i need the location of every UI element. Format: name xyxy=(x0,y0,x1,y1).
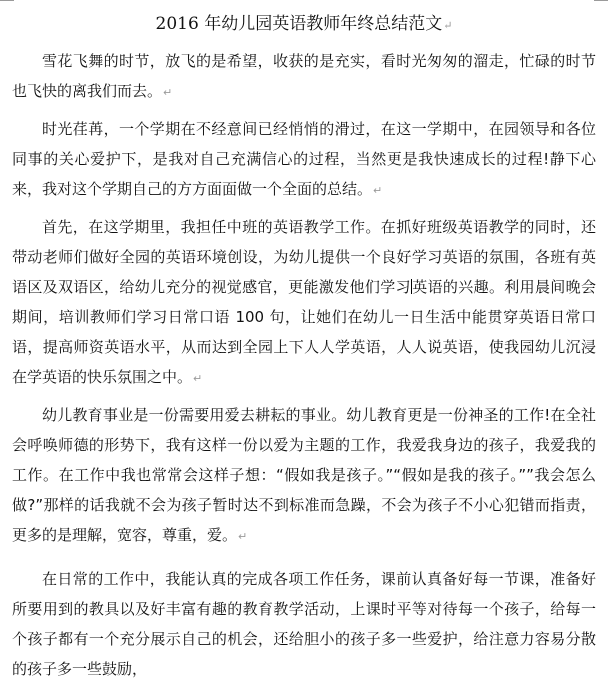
paragraph-4[interactable] xyxy=(12,400,596,552)
paragraph-1[interactable] xyxy=(12,46,596,108)
paragraph-text-before-cursor: 首先，在这学期里，我担任中班的英语教学工作。在抓好班级英语教学的同时，还带动老师们做好全园的英语环境创设，为幼儿提供一个良好学习英语的氛围，各班有英语区及双语区，给幼儿充分的视觉感官，更能激发他们学习 xyxy=(12,218,596,296)
document-title-text: 2016 年幼儿园英语教师年终总结范文 xyxy=(155,14,443,34)
paragraph-spacing xyxy=(12,552,596,564)
document-page xyxy=(12,0,596,684)
paragraph-mark-icon: ↵ xyxy=(238,530,248,543)
paragraph-mark-icon: ↵ xyxy=(373,184,383,197)
paragraph-2[interactable] xyxy=(12,114,596,206)
paragraph-mark-icon: ↵ xyxy=(443,19,453,32)
paragraph-3[interactable] xyxy=(12,212,596,394)
paragraph-text: 雪花飞舞的时节，放飞的是希望，收获的是充实，看时光匆匆的溜走，忙碌的时节也飞快的离我们而去。 xyxy=(12,52,596,100)
paragraph-5[interactable] xyxy=(12,564,596,684)
document-title[interactable] xyxy=(12,13,596,35)
paragraph-text: 时光荏苒，一个学期在不经意间已经悄悄的滑过，在这一学期中，在园领导和各位同事的关心爱护下，是我对自己充满信心的过程，当然更是我快速成长的过程!静下心来，我对这个学期自己的方方面面做一个全面的总结。 xyxy=(12,120,596,198)
paragraph-text: 在日常的工作中，我能认真的完成各项工作任务，课前认真备好每一节课，准备好所要用到的教具以及好丰富有趣的教育教学活动，上课时平等对待每一个孩子，给每一个孩子都有一个充分展示自己的机会，还给胆小的孩子多一些爱护，给注意力容易分散的孩子多一些鼓励， xyxy=(12,570,596,678)
paragraph-text-after-cursor: 英语的兴趣。利用晨间晚会期间，培训教师们学习日常口语 100 句，让她们在幼儿一日生活中能贯穿英语日常口语，提高师资英语水平，从而达到全园上下人人学英语，人人说英语，使我园幼儿沉浸在学英语的快乐氛围之中。 xyxy=(12,278,596,386)
paragraph-mark-icon: ↵ xyxy=(163,86,173,99)
crop-mark-top-right xyxy=(594,0,608,1)
paragraph-mark-icon: ↵ xyxy=(193,372,203,385)
paragraph-text: 幼儿教育事业是一份需要用爱去耕耘的事业。幼儿教育更是一份神圣的工作!在全社会呼唤师德的形势下，我有这样一份以爱为主题的工作，我爱我身边的孩子，我爱我的工作。在工作中我也常常会这样子想：“假如我是孩子。”“假如是我的孩子。””我会怎么做?”那样的话我就不会为孩子暂时达不到标准而急躁，不会为孩子不小心犯错而指责，更多的是理解，宽容，尊重，爱。 xyxy=(12,406,596,544)
